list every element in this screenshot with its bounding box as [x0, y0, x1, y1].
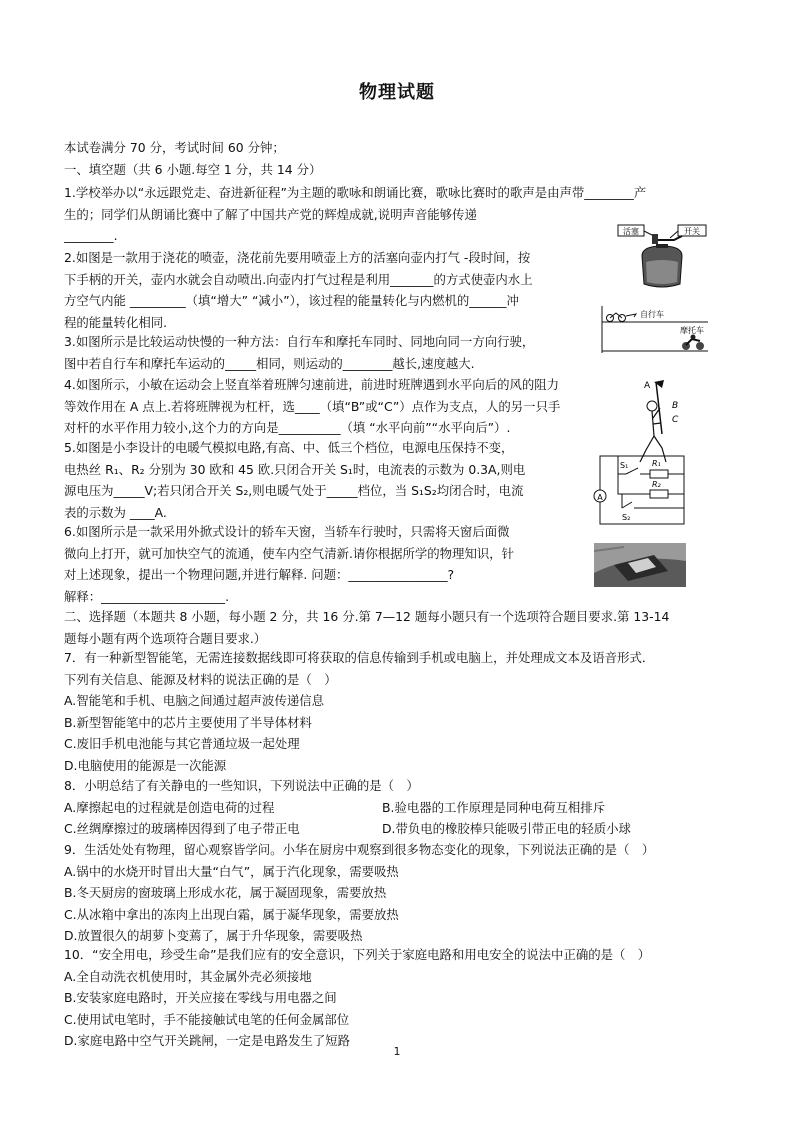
q6-line: 微向上打开，就可加快空气的流通，使车内空气清新.请你根据所学的物理知识，针	[64, 545, 515, 561]
figure-car-sunroof	[594, 543, 686, 587]
q10-option-c: C.使用试电笔时，手不能接触试电笔的任何金属部位	[64, 1011, 350, 1027]
question-3	[64, 331, 609, 374]
page-title: 物理试题	[359, 82, 435, 103]
question-10	[64, 944, 734, 1052]
section-2-line: 题每小题有两个选项符合题目要求.）	[64, 630, 267, 646]
label-point-a: A	[644, 381, 651, 391]
figure-vehicles	[600, 305, 710, 355]
q7-option-b: B.新型智能笔中的芯片主要使用了半导体材料	[64, 714, 312, 730]
q9-stem: 9．生活处处有物理，留心观察皆学问。小华在厨房中观察到很多物态变化的现象，下列说法正确的是（ ）	[64, 842, 655, 857]
q10-option-b: B.安装家庭电路时，开关应接在零线与用电器之间	[64, 990, 337, 1006]
exam-intro: 本试卷满分 70 分，考试时间 60 分钟；	[64, 140, 285, 155]
q3-line: 图中若自行车和摩托车运动的_____相同，则运动的________越长,速度越大.	[64, 355, 475, 371]
q3-line: 3.如图所示是比较运动快慢的一种方法：自行车和摩托车同时、同地向同一方向行驶，	[64, 334, 535, 349]
q4-line: 4.如图所示，小敏在运动会上竖直举着班牌匀速前进，前进时班牌遇到水平向后的风的阻力	[64, 377, 560, 392]
q8-option-a: A.摩擦起电的过程就是创造电荷的过程	[64, 799, 275, 815]
q6-line: 6.如图所示是一款采用外掀式设计的轿车天窗，当轿车行驶时，只需将天窗后面微	[64, 524, 510, 539]
section-2-heading	[64, 606, 734, 649]
q5-line: 5.如图是小李设计的电暖气模拟电路,有高、中、低三个档位，电源电压保持不变，	[64, 440, 514, 455]
q5-line: 电热丝 R₁、R₂ 分别为 30 欧和 45 欧.只闭合开关 S₁时，电流表的示数为 0.3A,则电	[64, 461, 526, 477]
q5-line: 表的示数为 ____A.	[64, 504, 167, 520]
q10-option-d: D.家庭电路中空气开关跳闸，一定是电路发生了短路	[64, 1033, 351, 1049]
q10-option-a: A.全自动洗衣机使用时，其金属外壳必须接地	[64, 968, 312, 984]
label-point-c: C	[672, 415, 679, 425]
question-4	[64, 374, 644, 439]
q7-option-a: A.智能笔和手机、电脑之间通过超声波传递信息	[64, 693, 325, 709]
q2-line: 2.如图是一款用于浇花的喷壶，浇花前先要用喷壶上方的活塞向壶内打气 -段时间，按	[64, 250, 531, 265]
page-number: 1	[393, 1045, 401, 1058]
q4-line: 等效作用在 A 点上.若将班牌视为杠杆，选____（填“B”或“C”）点作为支点，人的另一只手	[64, 398, 561, 414]
section-1-heading: 一、填空题（共 6 小题.每空 1 分，共 14 分）	[64, 162, 322, 177]
label-bike: 自行车	[640, 310, 664, 319]
q6-line: 解释：____________________.	[64, 588, 230, 604]
q9-option-d: D.放置很久的胡萝卜变蔫了，属于升华现象，需要吸热	[64, 928, 363, 944]
resistor-r1-label: R₁	[652, 459, 661, 468]
q8-option-d: D.带负电的橡胶棒只能吸引带正电的轻质小球	[382, 821, 631, 837]
q8-option-b: B.验电器的工作原理是同种电荷互相排斥	[382, 799, 606, 815]
resistor-r2-label: R₂	[652, 480, 661, 489]
q9-option-c: C.从冰箱中拿出的冻肉上出现白霜，属于凝华现象，需要放热	[64, 906, 399, 922]
label-switch: 开关	[684, 227, 700, 236]
question-2	[64, 247, 609, 333]
ammeter-label: A	[597, 493, 603, 502]
q7-stem: 7．有一种新型智能笔，无需连接数据线即可将获取的信息传输到手机或电脑上，并处理成文本及语音形式．	[64, 650, 655, 665]
q10-stem: 10．“安全用电，珍受生命”是我们应有的安全意识，下列关于家庭电路和用电安全的说法中正确的是（ ）	[64, 947, 651, 962]
q6-line: 对上述现象，提出一个物理问题,并进行解释. 问题：________________?	[64, 567, 455, 583]
question-5	[64, 437, 594, 523]
figure-sprayer	[612, 222, 712, 294]
q9-option-a: A.锅中的水烧开时冒出大量“白气”，属于汽化现象，需要吸热	[64, 863, 399, 879]
switch-s1-label: S₁	[620, 461, 629, 470]
label-moto: 摩托车	[680, 326, 704, 335]
label-piston: 活塞	[623, 227, 639, 236]
q8-stem: 8．小明总结了有关静电的一些知识，下列说法中正确的是（ ）	[64, 778, 419, 793]
switch-s2-label: S₂	[622, 513, 631, 522]
q5-line: 源电压为_____V;若只闭合开关 S₂,则电暖气处于_____档位，当 S₁S₂均闭合时，电流	[64, 483, 524, 499]
q2-line: 程的能量转化相同.	[64, 314, 168, 330]
q7-option-d: D.电脑使用的能源是一次能源	[64, 757, 227, 773]
q7-stem: 下列有关信息、能源及材料的说法正确的是（ ）	[64, 671, 337, 687]
q4-line: 对杆的水平作用力较小,这个力的方向是__________（填 “水平向前”“水平向后”）.	[64, 420, 511, 436]
question-6	[64, 521, 589, 607]
q1-line: 生的；同学们从朗诵比赛中了解了中国共产党的辉煌成就,说明声音能够传递	[64, 206, 477, 222]
q8-option-c: C.丝绸摩擦过的玻璃棒因得到了电子带正电	[64, 821, 300, 837]
question-8	[64, 775, 734, 840]
q7-option-c: C.废旧手机电池能与其它普通垃圾一起处理	[64, 736, 300, 752]
q2-line: 方空气内能 _________（填“增大” “减小”），该过程的能量转化与内燃机的______冲	[64, 293, 519, 309]
label-point-b: B	[672, 401, 679, 411]
q9-option-b: B.冬天厨房的窗玻璃上形成水花，属于凝固现象，需要放热	[64, 885, 387, 901]
q1-line: ________.	[64, 228, 118, 244]
section-2-line: 二、选择题（本题共 8 小题，每小题 2 分，共 16 分.第 7—12 题每小题只有一个选项符合题目要求.第 13-14	[64, 609, 670, 624]
figure-circuit	[588, 450, 690, 530]
q1-line: 1.学校举办以“永远跟党走、奋进新征程”为主题的歌咏和朗诵比赛，歌咏比赛时的歌声是由声带________产	[64, 185, 647, 200]
q2-line: 下手柄的开关，壶内水就会自动喷出.向壶内打气过程是利用_______的方式使壶内水上	[64, 271, 533, 287]
question-7	[64, 647, 734, 777]
question-9	[64, 839, 734, 947]
